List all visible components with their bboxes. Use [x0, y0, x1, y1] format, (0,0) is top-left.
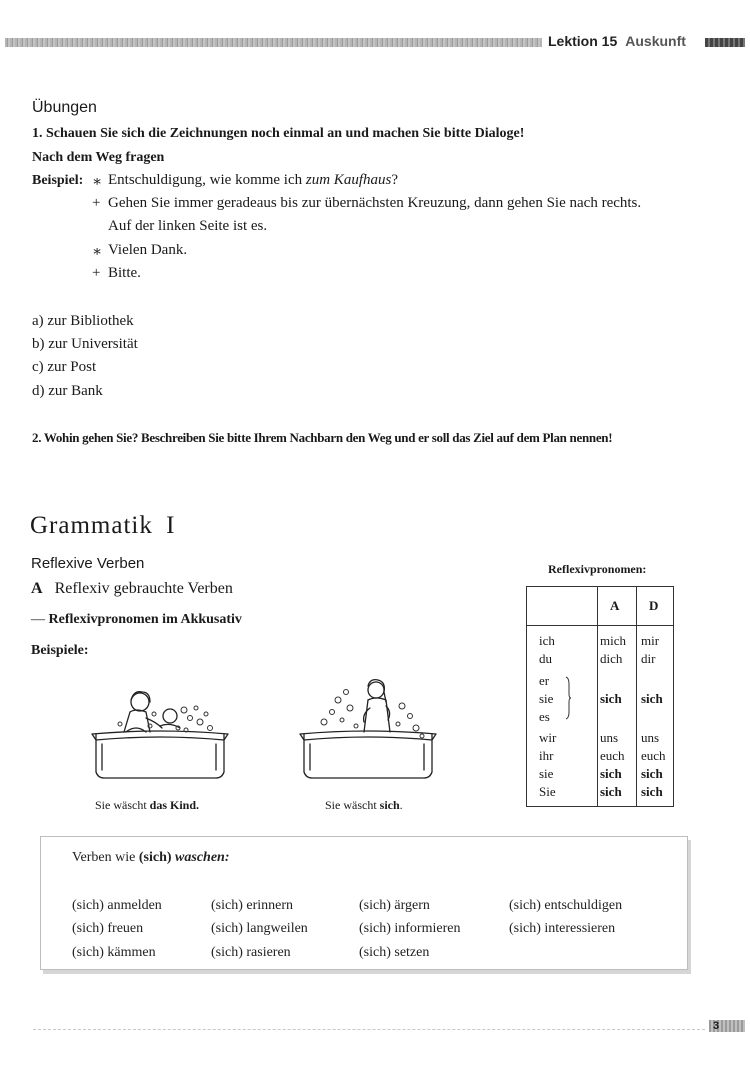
verb-item: (sich) anmelden — [72, 898, 162, 913]
caption-wash-self: Sie wäscht sich. — [325, 798, 403, 812]
verb-item: (sich) interessieren — [509, 921, 616, 936]
table-cell: Sie — [539, 784, 556, 799]
table-cell: uns — [641, 730, 660, 745]
brace-icon — [565, 676, 571, 720]
grammatik-numeral: I — [166, 512, 176, 539]
uebungen-title: Übungen — [32, 99, 97, 116]
option-d: d) zur Bank — [32, 383, 103, 399]
verb-item: (sich) erinnern — [211, 898, 294, 913]
table-cell: mich — [600, 633, 626, 648]
section-reflexive-verben: Reflexive Verben — [31, 555, 145, 572]
verb-item: (sich) langweilen — [211, 921, 308, 936]
dialog-marker-1: ∗ — [92, 174, 103, 190]
table-title: Reflexivpronomen: — [548, 562, 647, 576]
table-cell: sie — [539, 691, 554, 706]
option-c: c) zur Post — [32, 359, 97, 375]
table-cell: dir — [641, 651, 656, 666]
verb-item: (sich) ärgern — [359, 898, 430, 913]
table-cell: sich — [600, 691, 622, 706]
table-cell: sich — [600, 766, 622, 781]
verb-item: (sich) kämmen — [72, 945, 156, 960]
dialog-marker-4: ∗ — [92, 244, 103, 260]
dialog-marker-5: + — [92, 265, 101, 281]
dialog-line-2: Gehen Sie immer geradeaus bis zur übernächsten Kreuzung, dann gehen Sie nach rechts. — [108, 195, 642, 211]
verb-item: (sich) freuen — [72, 921, 144, 936]
table-cell: dich — [600, 651, 623, 666]
topic-label: Auskunft — [625, 33, 686, 49]
table-cell: sich — [641, 766, 663, 781]
table-cell: sich — [641, 691, 663, 706]
lesson-label: Lektion 15 — [548, 33, 618, 49]
table-header-a: A — [610, 598, 620, 613]
verb-item: (sich) entschuldigen — [509, 898, 623, 913]
option-a: a) zur Bibliothek — [32, 313, 134, 329]
exercise-2-instruction: 2. Wohin gehen Sie? Beschreiben Sie bitte Ihrem Nachbarn den Weg und er soll das Ziel auf dem Plan nennen! — [32, 430, 613, 445]
beispiele-label: Beispiele: — [31, 643, 89, 658]
table-cell: mir — [641, 633, 660, 648]
table-cell: uns — [600, 730, 619, 745]
footer-line — [33, 1029, 705, 1030]
caption-wash-child: Sie wäscht das Kind. — [95, 798, 200, 812]
table-cell: euch — [641, 748, 666, 763]
illustration-wash-child — [90, 688, 230, 784]
dialog-line-3: Auf der linken Seite ist es. — [108, 218, 268, 234]
exercise-1-instruction: 1. Schauen Sie sich die Zeichnungen noch einmal an und machen Sie bitte Dialoge! — [32, 126, 525, 141]
header-title — [548, 33, 686, 51]
table-cell: du — [539, 651, 552, 666]
dialog-marker-2: + — [92, 195, 101, 211]
grammatik-title: Grammatik I — [30, 512, 176, 539]
akkusativ-heading: — Reflexivpronomen im Akkusativ — [31, 612, 242, 627]
verb-box-title: Verben wie (sich) waschen: — [72, 850, 230, 865]
table-cell: sich — [600, 784, 622, 799]
table-cell: euch — [600, 748, 625, 763]
option-b: b) zur Universität — [32, 336, 138, 352]
page-number: 3 — [709, 1020, 745, 1032]
table-cell: sie — [539, 766, 554, 781]
exercise-1-subtitle: Nach dem Weg fragen — [32, 150, 165, 165]
table-cell: er — [539, 673, 550, 688]
verb-item: (sich) setzen — [359, 945, 430, 960]
dialog-line-5: Bitte. — [108, 265, 141, 281]
dialog-line-1: Entschuldigung, wie komme ich zum Kaufhaus? — [108, 172, 398, 188]
header-bar — [5, 38, 542, 47]
table-header-d: D — [649, 598, 659, 613]
subsection-a: A Reflexiv gebrauchte Verben — [31, 580, 233, 597]
table-cell: ihr — [539, 748, 554, 763]
header-bar-end — [705, 38, 745, 47]
table-cell: wir — [539, 730, 557, 745]
verb-item: (sich) informieren — [359, 921, 461, 936]
table-cell: es — [539, 709, 550, 724]
beispiel-label: Beispiel: — [32, 173, 84, 188]
dialog-line-4: Vielen Dank. — [108, 242, 188, 258]
verb-item: (sich) rasieren — [211, 945, 291, 960]
table-cell: sich — [641, 784, 663, 799]
table-cell: ich — [539, 633, 555, 648]
illustration-wash-self — [298, 676, 440, 784]
